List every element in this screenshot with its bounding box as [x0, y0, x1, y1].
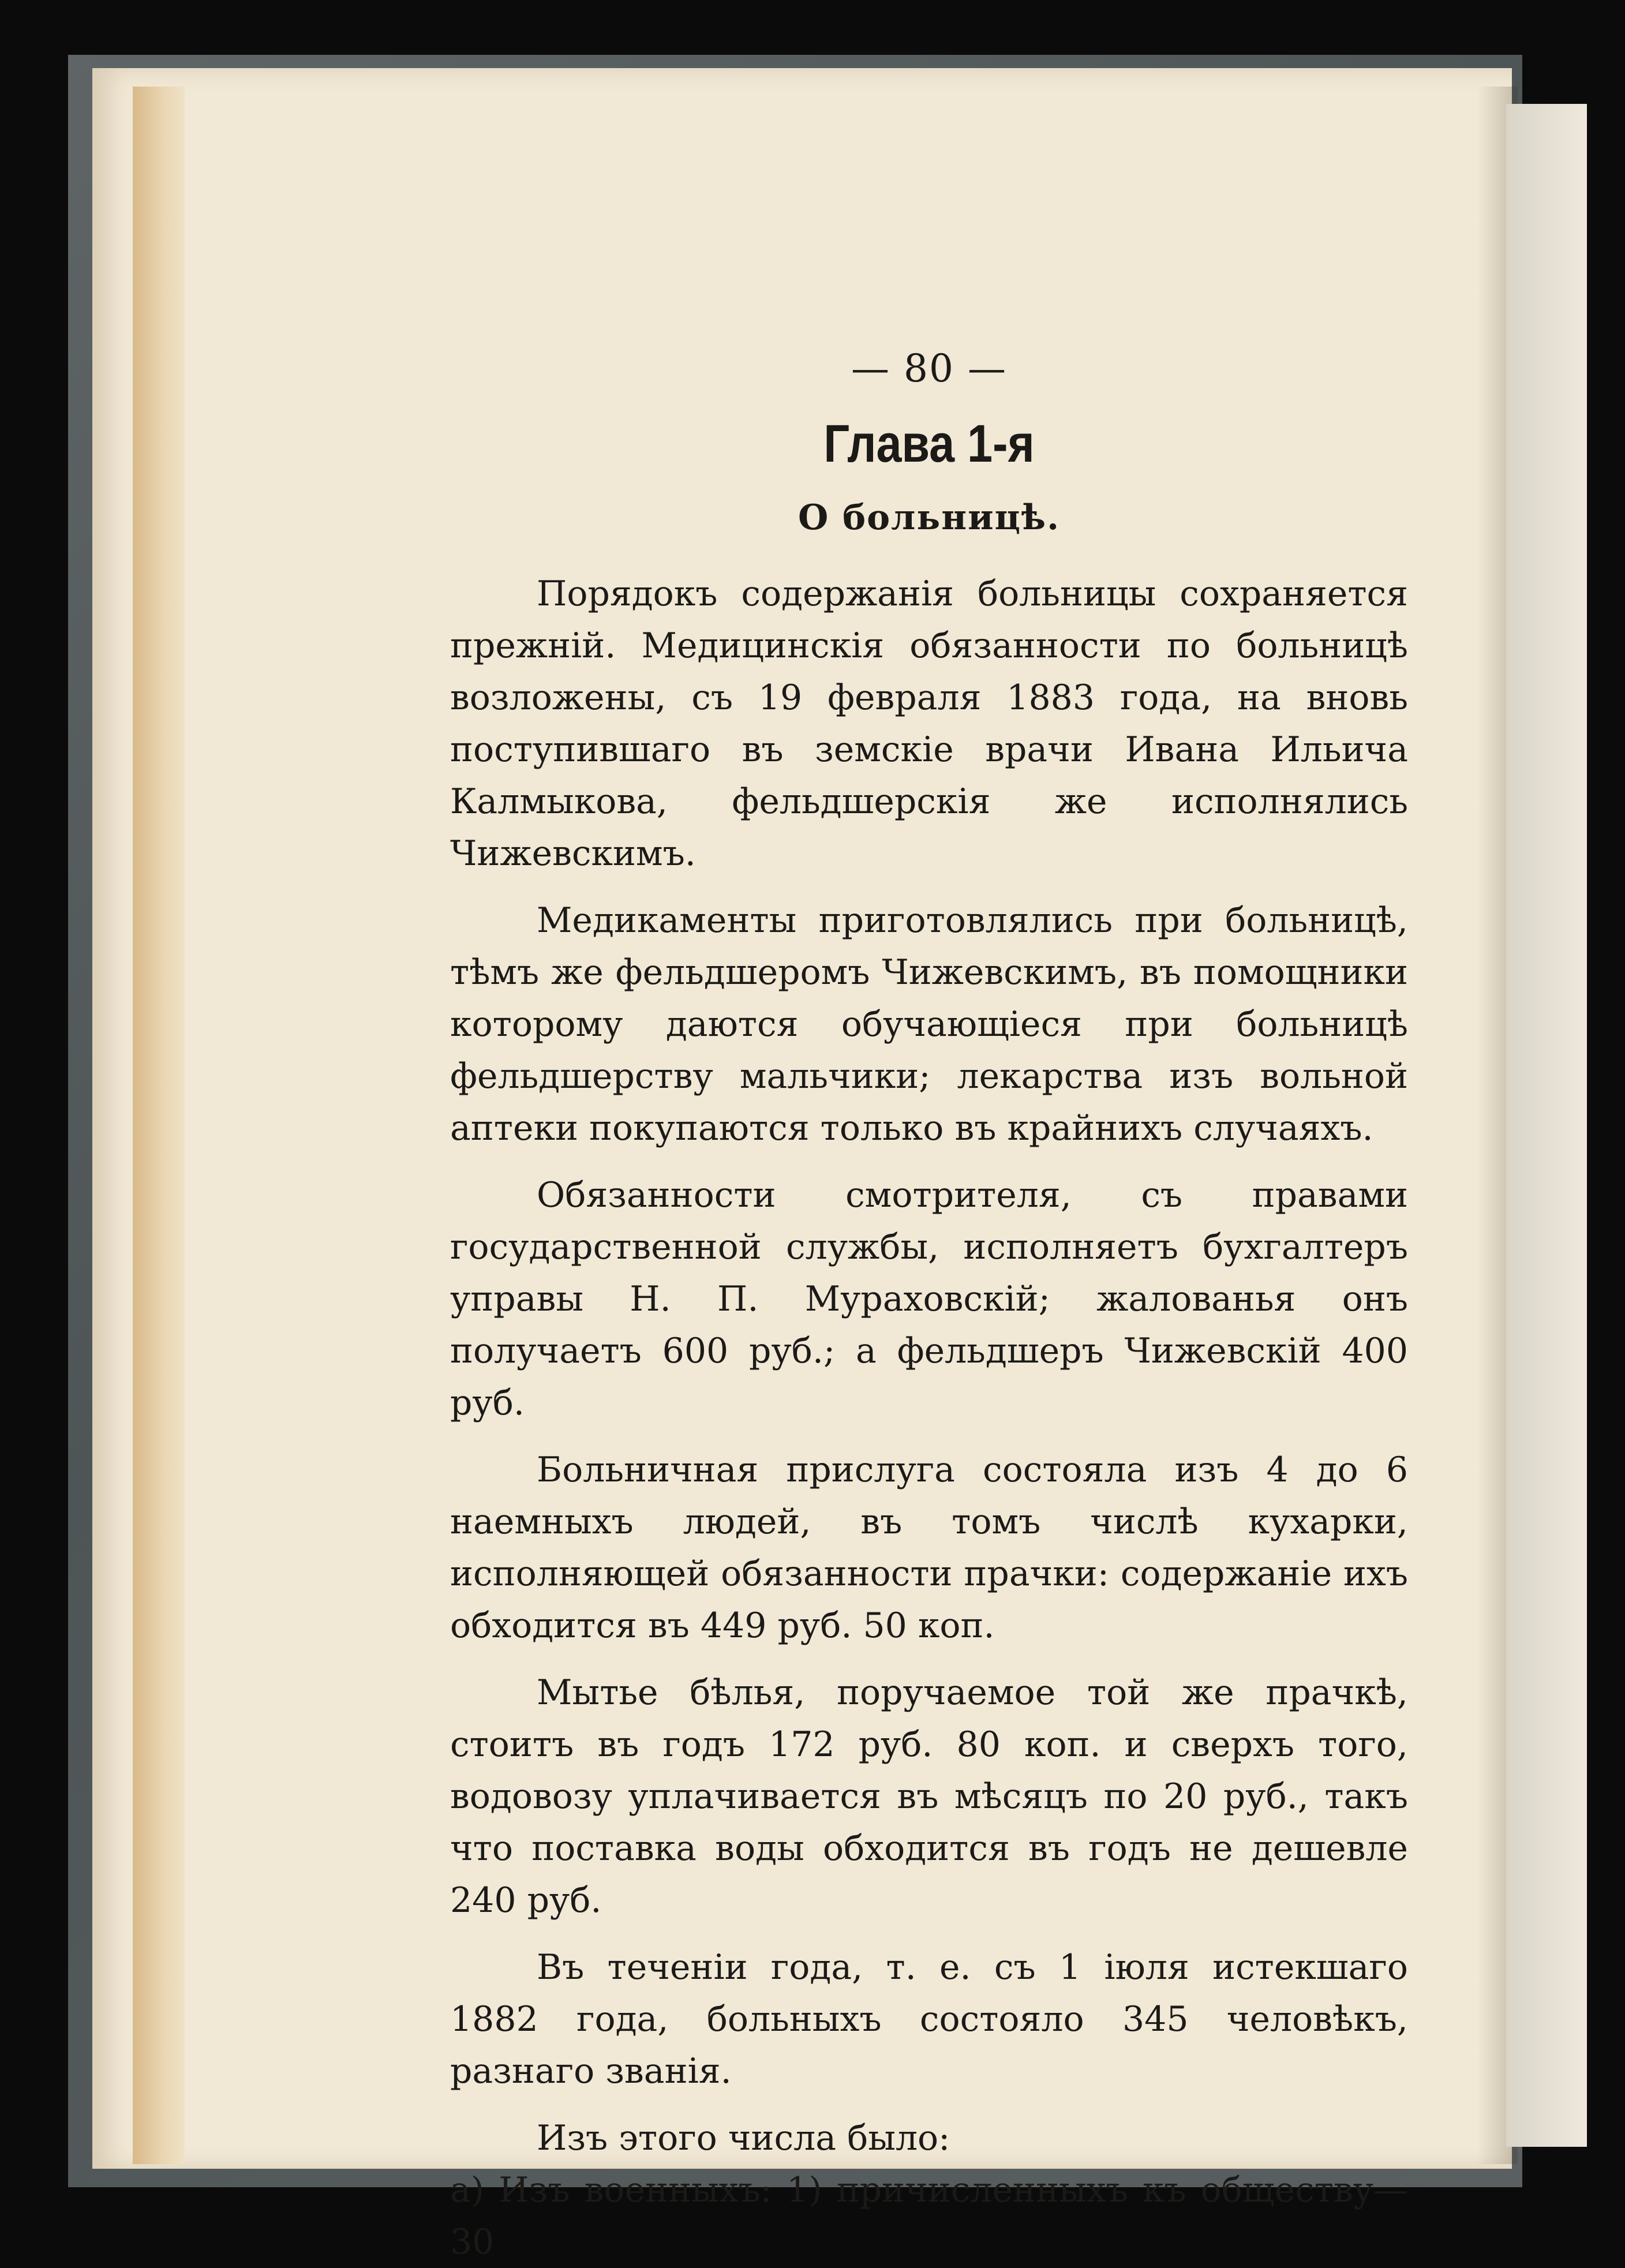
- page-text: [450, 346, 1408, 2268]
- paragraph: Изъ этого числа было:: [537, 2118, 950, 2158]
- section-title: О больницѣ.: [797, 497, 1061, 538]
- paragraph: Обязанности смотрителя, съ правами государственной службы, исполняетъ бухгалтеръ управы Н. П. Мураховскій; жалованья онъ получаетъ 600 руб.; а фельдшеръ Чижевскій 400 руб.: [450, 1175, 1408, 1423]
- chapter-title: Глава 1-я: [823, 414, 1035, 473]
- paragraph: Медикаменты приготовлялись при больницѣ, тѣмъ же фельдшеромъ Чижевскимъ, въ помощники которому даются обучающіеся при больницѣ фельдшерству мальчики; лекарства изъ вольной аптеки покупаются только въ крайнихъ случаяхъ.: [450, 900, 1408, 1148]
- paragraph: Больничная прислуга состояла изъ 4 до 6 наемныхъ людей, въ томъ числѣ кухарки, исполняющей обязанности прачки: содержаніе ихъ обходится въ 449 руб. 50 коп.: [450, 1450, 1408, 1646]
- paragraph: Мытье бѣлья, поручаемое той же прачкѣ, стоитъ въ годъ 172 руб. 80 коп. и сверхъ того, водовозу уплачивается въ мѣсяцъ по 20 руб., такъ что поставка воды обходится въ годъ не дешевле 240 руб.: [450, 1672, 1408, 1921]
- list-line: а) Изъ военныхъ: 1) причисленныхъ къ обществу—30: [450, 2170, 1408, 2262]
- paragraph: Порядокъ содержанія больницы сохраняется прежній. Медицинскія обязанности по больницѣ возложены, съ 19 февраля 1883 года, на вновь поступившаго въ земскіе врачи Ивана Ильича Калмыкова, фельдшерскія же исполнялись Чижевскимъ.: [450, 574, 1408, 874]
- next-page-edge: [1506, 104, 1587, 2147]
- page-number: — 80 —: [851, 346, 1007, 391]
- page-edge: [133, 87, 185, 2164]
- paragraph: Въ теченіи года, т. е. съ 1 іюля истекшаго 1882 года, больныхъ состояло 345 человѣкъ, разнаго званія.: [450, 1947, 1408, 2091]
